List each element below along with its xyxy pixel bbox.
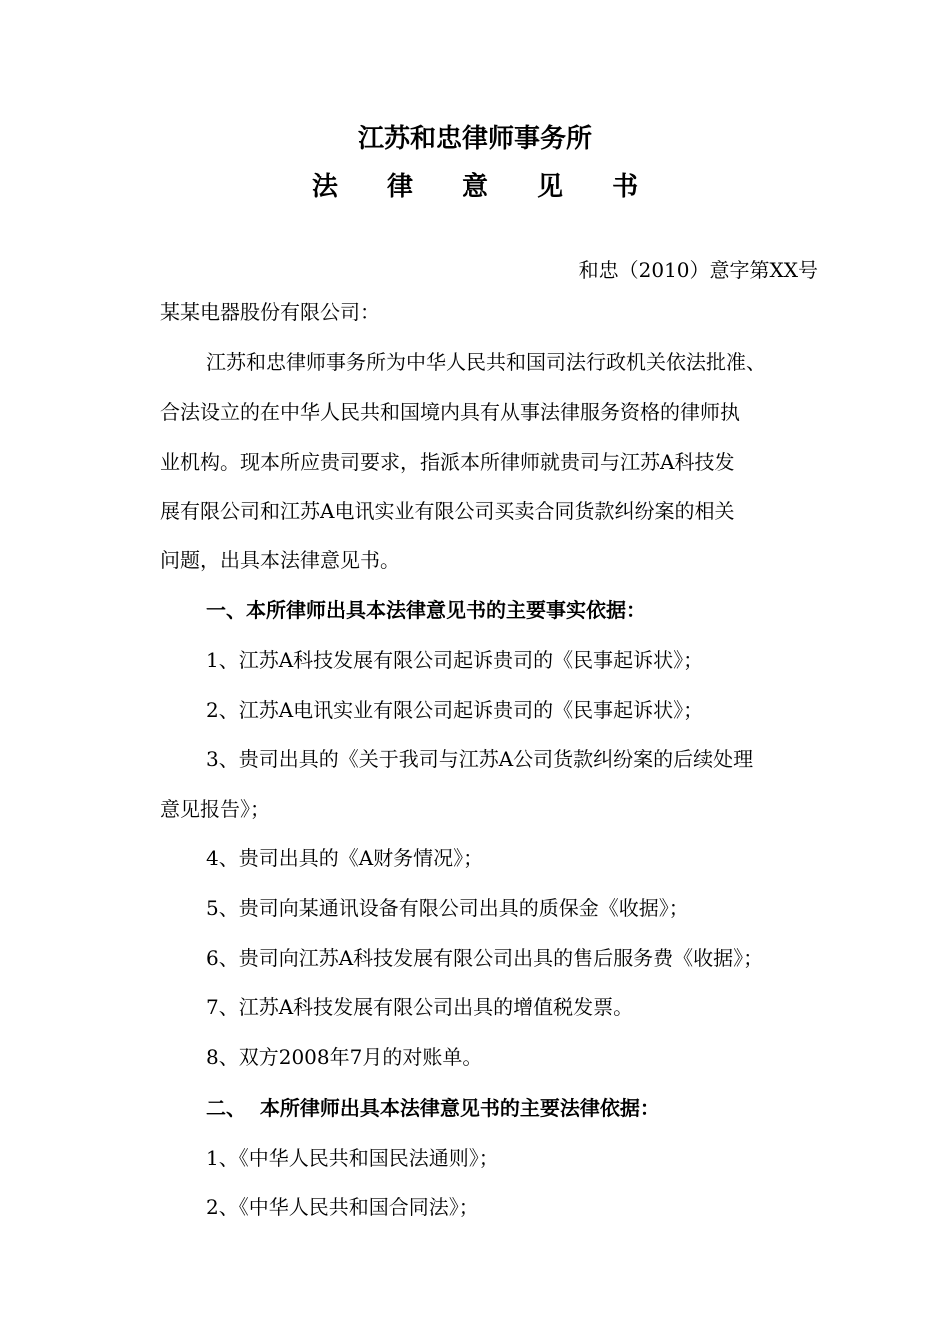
section-1-item: 3、贵司出具的《关于我司与江苏A公司货款纠纷案的后续处理 xyxy=(206,747,754,771)
intro-line: 问题，出具本法律意见书。 xyxy=(160,548,400,572)
section-1-item: 8、双方2008年7月的对账单。 xyxy=(206,1045,483,1069)
intro-line: 合法设立的在中华人民共和国境内具有从事法律服务资格的律师执 xyxy=(160,400,740,424)
document-title: 法 律 意 见 书 xyxy=(311,172,659,202)
section-1-item: 1、江苏A科技发展有限公司起诉贵司的《民事起诉状》； xyxy=(206,648,704,672)
firm-name-title: 江苏和忠律师事务所 xyxy=(357,124,592,154)
section-2-heading: 二、 本所律师出具本法律意见书的主要法律依据： xyxy=(206,1096,660,1120)
addressee: 某某电器股份有限公司： xyxy=(160,300,380,324)
section-2-item: 1、《中华人民共和国民法通则》； xyxy=(206,1146,499,1170)
section-2-item: 2、《中华人民共和国合同法》； xyxy=(206,1195,479,1219)
intro-line: 业机构。现本所应贵司要求，指派本所律师就贵司与江苏A科技发 xyxy=(160,450,735,474)
section-1-item: 2、江苏A电讯实业有限公司起诉贵司的《民事起诉状》； xyxy=(206,698,704,722)
section-1-item: 4、贵司出具的《A财务情况》； xyxy=(206,846,484,870)
section-1-item-continuation: 意见报告》； xyxy=(160,797,270,821)
section-1-item: 7、江苏A科技发展有限公司出具的增值税发票。 xyxy=(206,995,634,1019)
document-number: 和忠（2010）意字第XX号 xyxy=(578,258,818,282)
intro-line: 江苏和忠律师事务所为中华人民共和国司法行政机关依法批准、 xyxy=(206,350,766,374)
section-1-item: 5、贵司向某通讯设备有限公司出具的质保金《收据》； xyxy=(206,896,689,920)
intro-line: 展有限公司和江苏A电讯实业有限公司买卖合同货款纠纷案的相关 xyxy=(160,499,735,523)
section-1-heading: 一、本所律师出具本法律意见书的主要事实依据： xyxy=(206,598,646,622)
section-1-item: 6、贵司向江苏A科技发展有限公司出具的售后服务费《收据》； xyxy=(206,946,764,970)
